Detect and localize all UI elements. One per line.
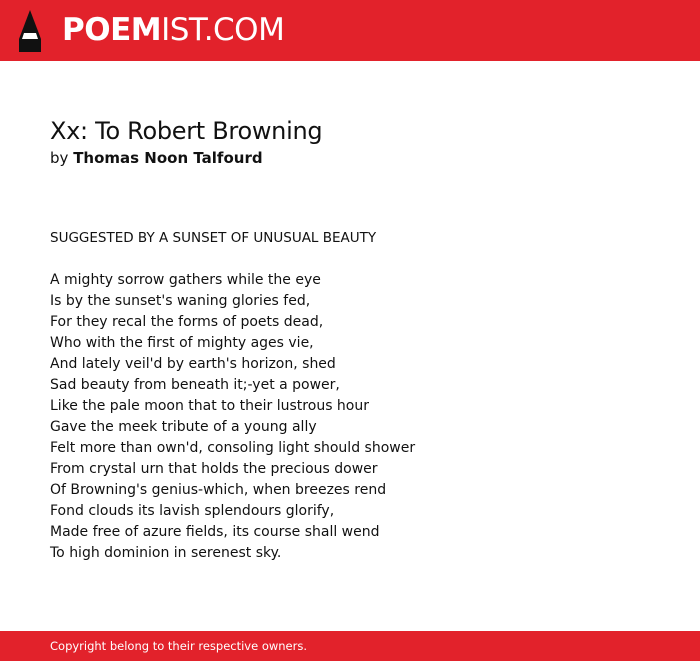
poem-line: Like the pale moon that to their lustrous hour bbox=[50, 398, 369, 414]
site-header bbox=[0, 0, 700, 61]
poem-content bbox=[50, 115, 670, 564]
poem-line: A mighty sorrow gathers while the eye bbox=[50, 272, 321, 288]
poem-line: Gave the meek tribute of a young ally bbox=[50, 419, 317, 435]
poem-line: For they recal the forms of poets dead, bbox=[50, 314, 324, 330]
site-logo-text[interactable] bbox=[62, 10, 284, 50]
poem-line: Of Browning's genius-which, when breezes rend bbox=[50, 482, 387, 498]
poem-line: Fond clouds its lavish splendours glorify, bbox=[50, 503, 335, 519]
poem-line: Is by the sunset's waning glories fed, bbox=[50, 293, 311, 309]
poem-author: Thomas Noon Talfourd bbox=[73, 149, 263, 167]
poem-byline bbox=[50, 147, 670, 169]
poem-line: To high dominion in serenest sky. bbox=[50, 545, 282, 561]
site-footer bbox=[0, 631, 700, 661]
pen-nib-icon[interactable] bbox=[17, 9, 43, 53]
brand-bold: POEM bbox=[62, 12, 162, 48]
poem-line: From crystal urn that holds the precious dower bbox=[50, 461, 378, 477]
poem-line: Felt more than own'd, consoling light should shower bbox=[50, 440, 416, 456]
poem-subtitle: SUGGESTED BY A SUNSET OF UNUSUAL BEAUTY bbox=[50, 230, 377, 246]
poem-body bbox=[50, 270, 670, 564]
poem-line: Who with the first of mighty ages vie, bbox=[50, 335, 314, 351]
poem-title: Xx: To Robert Browning bbox=[50, 117, 323, 145]
by-label: by bbox=[50, 149, 69, 167]
brand-light: IST.COM bbox=[161, 12, 285, 48]
poem-line: Made free of azure fields, its course shall wend bbox=[50, 524, 380, 540]
copyright-text: Copyright belong to their respective owners. bbox=[50, 639, 308, 653]
poem-line: Sad beauty from beneath it;-yet a power, bbox=[50, 377, 340, 393]
poem-line: And lately veil'd by earth's horizon, shed bbox=[50, 356, 336, 372]
